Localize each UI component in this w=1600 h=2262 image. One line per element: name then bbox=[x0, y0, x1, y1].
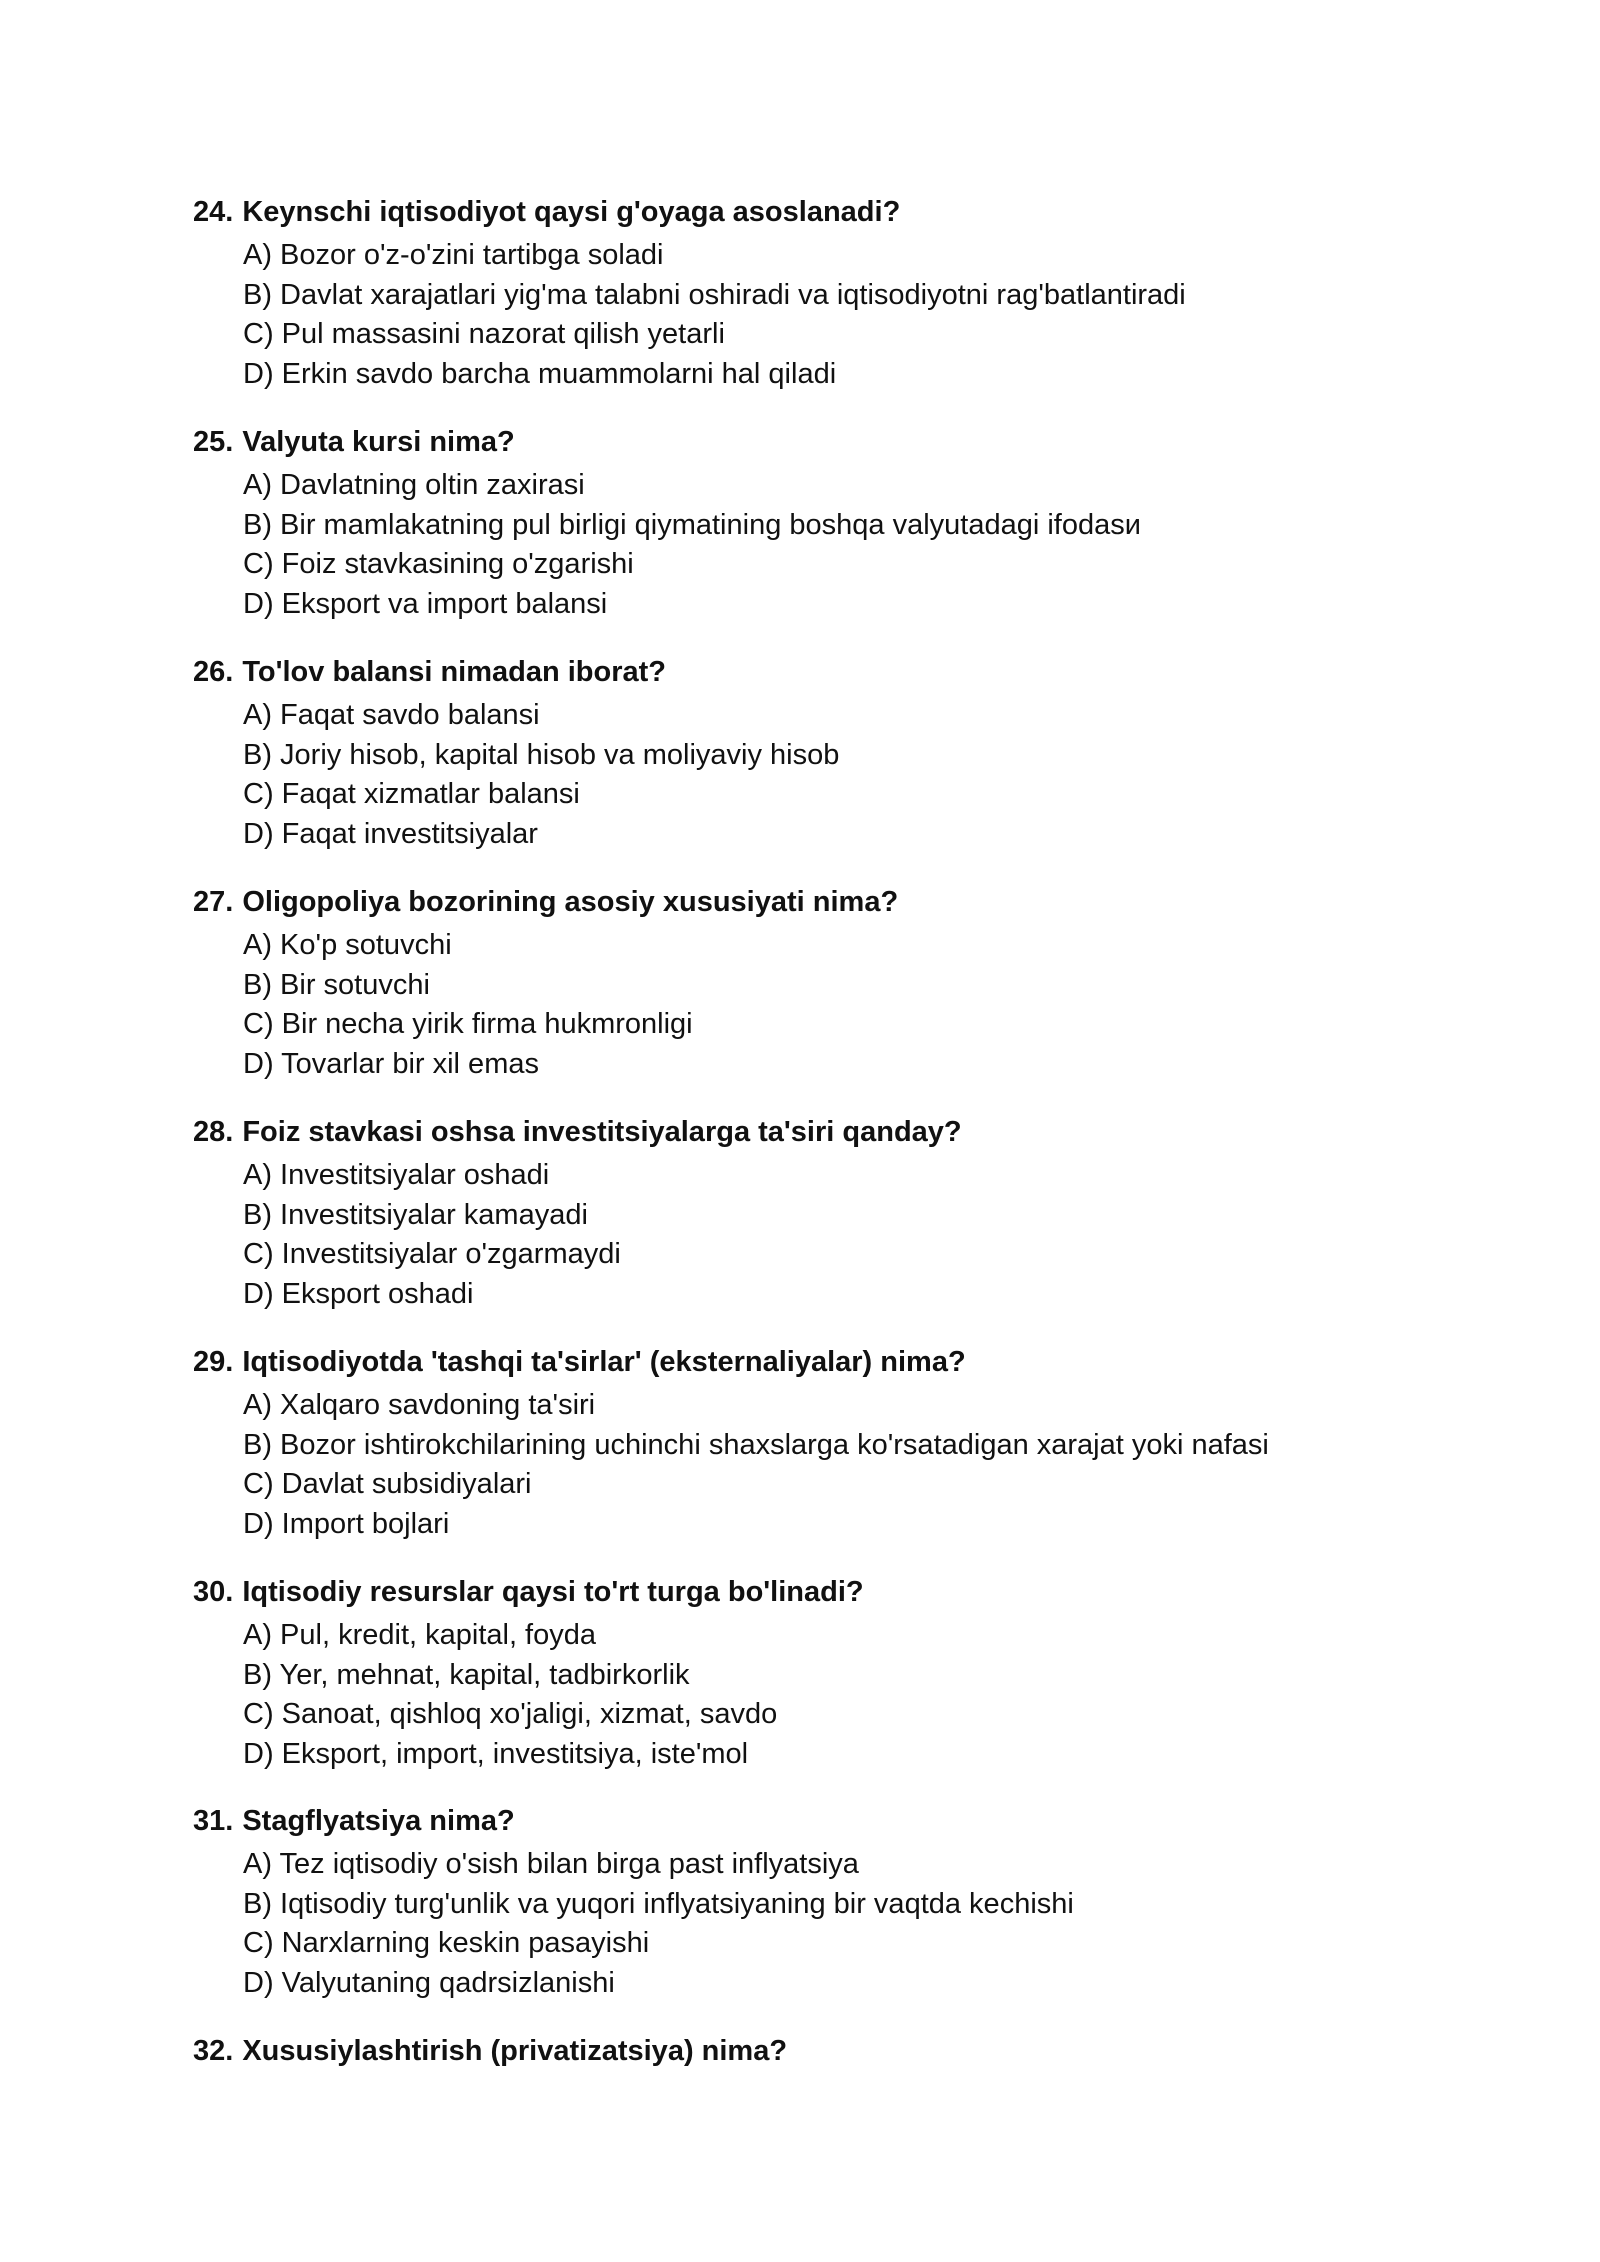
question-title bbox=[193, 653, 1443, 691]
question-text: Foiz stavkasi oshsa investitsiyalarga ta'siri qanday? bbox=[242, 1116, 962, 1148]
options-list bbox=[193, 1616, 1443, 1774]
option-d: D) Valyutaning qadrsizlanishi bbox=[243, 1966, 615, 1999]
question-24 bbox=[193, 193, 1443, 394]
question-text: Valyuta kursi nima? bbox=[242, 426, 515, 458]
question-32 bbox=[193, 2032, 1443, 2070]
option-c: C) Sanoat, qishloq xo'jaligi, xizmat, savdo bbox=[243, 1698, 778, 1730]
option-a: A) Ko'p sotuvchi bbox=[243, 929, 452, 961]
question-27 bbox=[193, 883, 1443, 1084]
question-number: 25. bbox=[193, 426, 234, 458]
question-title bbox=[193, 883, 1443, 921]
option-c: C) Narxlarning keskin pasayishi bbox=[243, 1927, 650, 1959]
option-a: A) Davlatning oltin zaxirasi bbox=[243, 469, 585, 501]
question-number: 28. bbox=[193, 1116, 234, 1148]
question-title bbox=[193, 1343, 1443, 1381]
question-number: 27. bbox=[193, 886, 234, 918]
option-b: B) Bozor ishtirokchilarining uchinchi shaxslarga ko'rsatadigan xarajat yoki nafasi bbox=[243, 1428, 1269, 1461]
question-number: 31. bbox=[193, 1805, 234, 1837]
option-a: A) Bozor o'z-o'zini tartibga soladi bbox=[243, 239, 664, 271]
option-d: D) Erkin savdo barcha muammolarni hal qiladi bbox=[243, 357, 837, 390]
option-b: B) Iqtisodiy turg'unlik va yuqori inflyatsiyaning bir vaqtda kechishi bbox=[243, 1887, 1074, 1920]
question-25 bbox=[193, 423, 1443, 624]
option-d: D) Eksport, import, investitsiya, iste'mol bbox=[243, 1737, 749, 1770]
option-d: D) Eksport oshadi bbox=[243, 1277, 474, 1310]
option-c: C) Investitsiyalar o'zgarmaydi bbox=[243, 1238, 621, 1270]
options-list bbox=[193, 696, 1443, 854]
question-text: Oligopoliya bozorining asosiy xususiyati nima? bbox=[242, 886, 899, 918]
option-c: C) Pul massasini nazorat qilish yetarli bbox=[243, 318, 725, 350]
option-c: C) Bir necha yirik firma hukmronligi bbox=[243, 1008, 693, 1040]
option-a: A) Investitsiyalar oshadi bbox=[243, 1159, 550, 1191]
options-list bbox=[193, 926, 1443, 1084]
question-31 bbox=[193, 1802, 1443, 2003]
option-b: B) Yer, mehnat, kapital, tadbirkorlik bbox=[243, 1658, 690, 1691]
question-29 bbox=[193, 1343, 1443, 1544]
options-list bbox=[193, 1156, 1443, 1314]
options-list bbox=[193, 1845, 1443, 2003]
question-title bbox=[193, 193, 1443, 231]
option-d: D) Eksport va import balansi bbox=[243, 587, 608, 620]
question-number: 29. bbox=[193, 1346, 234, 1378]
question-number: 24. bbox=[193, 196, 234, 228]
option-b: B) Bir sotuvchi bbox=[243, 968, 430, 1001]
option-c: C) Davlat subsidiyalari bbox=[243, 1468, 532, 1500]
question-text: Stagflyatsiya nima? bbox=[242, 1805, 515, 1837]
question-title bbox=[193, 1573, 1443, 1611]
options-list bbox=[193, 466, 1443, 624]
question-number: 32. bbox=[193, 2035, 234, 2067]
question-title bbox=[193, 1113, 1443, 1151]
option-b: B) Bir mamlakatning pul birligi qiymatining boshqa valyutadagi ifodasи bbox=[243, 508, 1141, 541]
question-number: 30. bbox=[193, 1576, 234, 1608]
option-c: C) Faqat xizmatlar balansi bbox=[243, 778, 580, 810]
option-b: B) Joriy hisob, kapital hisob va moliyaviy hisob bbox=[243, 738, 840, 771]
option-a: A) Tez iqtisodiy o'sish bilan birga past inflyatsiya bbox=[243, 1848, 859, 1880]
question-title bbox=[193, 423, 1443, 461]
question-30 bbox=[193, 1573, 1443, 1774]
option-d: D) Tovarlar bir xil emas bbox=[243, 1047, 539, 1080]
options-list bbox=[193, 1386, 1443, 1544]
option-c: C) Foiz stavkasining o'zgarishi bbox=[243, 548, 634, 580]
question-28 bbox=[193, 1113, 1443, 1314]
question-text: Keynschi iqtisodiyot qaysi g'oyaga asoslanadi? bbox=[242, 196, 901, 228]
option-d: D) Import bojlari bbox=[243, 1507, 450, 1540]
option-a: A) Faqat savdo balansi bbox=[243, 699, 540, 731]
question-text: Iqtisodiy resurslar qaysi to'rt turga bo'linadi? bbox=[242, 1576, 864, 1608]
option-d: D) Faqat investitsiyalar bbox=[243, 817, 538, 850]
option-a: A) Xalqaro savdoning ta'siri bbox=[243, 1389, 596, 1421]
option-a: A) Pul, kredit, kapital, foyda bbox=[243, 1619, 596, 1651]
question-26 bbox=[193, 653, 1443, 854]
question-title bbox=[193, 2032, 1443, 2070]
question-number: 26. bbox=[193, 656, 234, 688]
question-text: To'lov balansi nimadan iborat? bbox=[242, 656, 667, 688]
question-text: Iqtisodiyotda 'tashqi ta'sirlar' (eksternaliyalar) nima? bbox=[242, 1346, 966, 1378]
option-b: B) Investitsiyalar kamayadi bbox=[243, 1198, 588, 1231]
options-list bbox=[193, 236, 1443, 394]
question-text: Xususiylashtirish (privatizatsiya) nima? bbox=[242, 2035, 788, 2067]
option-b: B) Davlat xarajatlari yig'ma talabni oshiradi va iqtisodiyotni rag'batlantiradi bbox=[243, 278, 1186, 311]
question-title bbox=[193, 1802, 1443, 1840]
